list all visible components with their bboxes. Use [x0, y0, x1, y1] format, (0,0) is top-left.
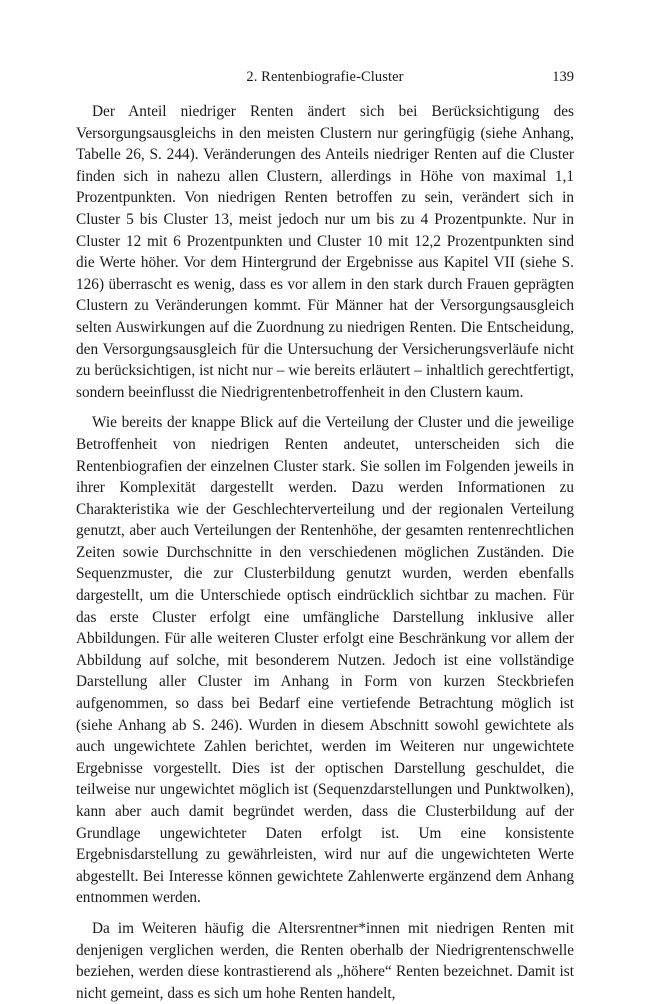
running-head	[76, 66, 574, 88]
paragraph: Wie bereits der knappe Blick auf die Verteilung der Cluster und die jeweilige Betroffenheit von niedrigen Renten andeutet, unterscheiden sich die Rentenbiografien der einzelnen Cluster stark. Sie sollen im Folgenden jeweils in ihrer Komplexität dargestellt werden. Dazu werden Informationen zu Charakteristika wie der Geschlechterverteilung und der regionalen Verteilung genutzt, aber auch Verteilungen der Rentenhöhe, der gesamten rentenrechtlichen Zeiten sowie Durchschnitte in den verschiedenen möglichen Zuständen. Die Sequenzmuster, die zur Clusterbildung genutzt wurden, werden ebenfalls dargestellt, um die Unterschiede optisch eindrücklich sichtbar zu machen. Für das erste Cluster erfolgt eine umfängliche Darstellung inklusive aller Abbildungen. Für alle weiteren Cluster erfolgt eine Beschränkung vor allem der Abbildung auf solche, mit besonderem Nutzen. Jedoch ist eine vollständige Darstellung aller Cluster im Anhang in Form von kurzen Steckbriefen aufgenommen, so dass bei Bedarf eine vertiefende Betrachtung möglich ist (siehe Anhang ab S. 246). Wurden in diesem Abschnitt sowohl gewichtete als auch ungewichtete Zahlen berichtet, werden im Weiteren nur ungewichtete Ergebnisse vorgestellt. Dies ist der optischen Darstellung geschuldet, die teilweise nur ungewichtet möglich ist (Sequenzdarstellungen und Punktwolken), kann aber auch damit begründet werden, dass die Clusterbildung auf der Grundlage ungewichteter Daten erfolgt ist. Um eine konsistente Ergebnisdarstellung zu gewährleisten, wird nur auf die ungewichteten Werte abgestellt. Bei Interesse können gewichtete Zahlenwerte ergänzend dem Anhang entnommen werden.	[76, 414, 574, 907]
paragraph: Der Anteil niedriger Renten ändert sich bei Berücksichtigung des Versorgungsausgleichs in den meisten Clustern nur geringfügig (siehe Anhang, Tabelle 26, S. 244). Veränderungen des Anteils niedriger Renten auf die Cluster finden sich in nahezu allen Clustern, allerdings in Höhe von maximal 1,1 Prozentpunkten. Von niedrigen Renten betroffen zu sein, verändert sich in Cluster 5 bis Cluster 13, meist jedoch nur um bis zu 4 Prozentpunkte. Nur in Cluster 12 mit 6 Prozentpunkten und Cluster 10 mit 12,2 Prozentpunkten sind die Werte höher. Vor dem Hintergrund der Ergebnisse aus Kapitel VII (siehe S. 126) überrascht es wenig, dass es vor allem in den stark durch Frauen geprägten Clustern zu Veränderungen kommt. Für Männer hat der Versorgungsausgleich selten Auswirkungen auf die Zuordnung zu niedrigen Renten. Die Entscheidung, den Versorgungsausgleich für die Untersuchung der Versicherungsverläufe nicht zu berücksichtigen, ist nicht nur – wie bereits erläutert – inhaltlich gerechtfertigt, sondern beeinflusst die Niedrigrentenbetroffenheit in den Clustern kaum.	[76, 103, 574, 401]
page-number: 139	[552, 69, 574, 85]
paragraph: Da im Weiteren häufig die Altersrentner*innen mit niedrigen Renten mit denjenigen verglichen werden, die Renten oberhalb der Niedrigrentenschwelle beziehen, werden diese kontrastierend als „höhere“ Renten bezeichnet. Damit ist nicht gemeint, dass es sich um hohe Renten handelt,	[76, 919, 574, 1002]
running-title: 2. Rentenbiografie-Cluster	[246, 69, 404, 85]
body-text	[76, 101, 574, 1004]
